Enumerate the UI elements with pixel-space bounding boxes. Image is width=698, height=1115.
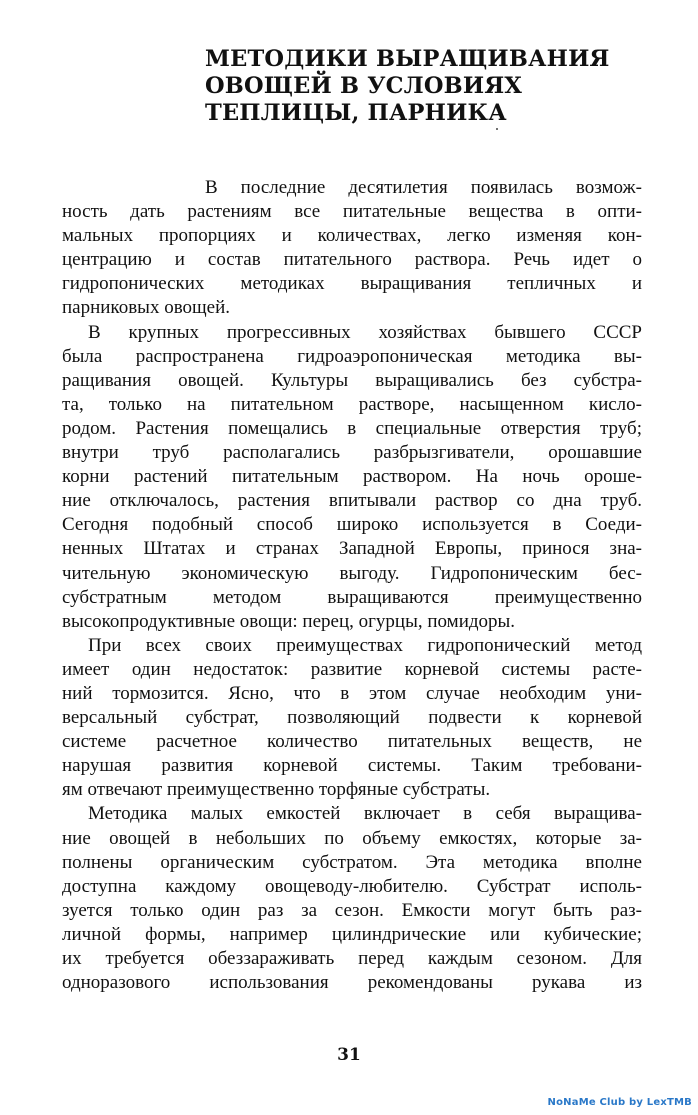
text-line: ращивания овощей. Культуры выращивались без субстра-	[62, 369, 642, 391]
body-text	[62, 176, 642, 995]
title-line: МЕТОДИКИ ВЫРАЩИВАНИЯ	[205, 46, 610, 72]
text-line: центрацию и состав питательного раствора. Речь идет о	[62, 249, 642, 271]
text-line: полнены органическим субстратом. Эта методика вполне	[62, 851, 642, 873]
text-line: гидропонических методиках выращивания тепличных и	[62, 273, 642, 295]
text-line: их требуется обеззараживать перед каждым сезоном. Для	[62, 948, 642, 969]
text-line: ненных Штатах и странах Западной Европы, принося зна-	[62, 538, 642, 560]
text-line: одноразового использования рекомендованы рукава из	[62, 972, 642, 994]
text-line: высокопродуктивные овощи: перец, огурцы, помидоры.	[62, 610, 516, 632]
watermark: NoNaMe Club by LexTMB	[547, 1097, 692, 1108]
chapter-title	[205, 46, 665, 127]
text-line: версальный субстрат, позволяющий подвести к корневой	[62, 707, 642, 729]
text-line: личной формы, например цилиндрические или кубические;	[62, 923, 642, 945]
page-number: 31	[337, 1045, 361, 1065]
text-line: ние овощей в небольших по объему емкостях, которые за-	[62, 827, 642, 849]
text-line: родом. Растения помещались в специальные отверстия труб;	[62, 417, 642, 439]
text-line: корни растений питательным раствором. На ночь ороше-	[62, 466, 642, 488]
paragraph-4	[62, 802, 642, 995]
title-line: ТЕПЛИЦЫ, ПАРНИКА	[205, 100, 507, 126]
text-line: ние отключалось, растения впитывали раствор со дна труб.	[62, 490, 642, 512]
title-line: ОВОЩЕЙ В УСЛОВИЯХ	[205, 73, 523, 99]
text-line: В крупных прогрессивных хозяйствах бывшего СССР	[88, 321, 642, 343]
text-line: парниковых овощей.	[62, 297, 231, 319]
text-line: ность дать растениям все питательные вещества в опти-	[62, 201, 642, 223]
paragraph-2	[62, 321, 642, 634]
text-line: ям отвечают преимущественно торфяные субстраты.	[62, 779, 491, 801]
text-line: имеет один недостаток: развитие корневой системы расте-	[62, 658, 642, 680]
paragraph-1	[62, 176, 642, 321]
text-line: мальных пропорциях и количествах, легко изменяя кон-	[62, 225, 642, 247]
text-line: субстратным методом выращиваются преимущественно	[62, 586, 642, 608]
text-line: зуется только один раз за сезон. Емкости могут быть раз-	[62, 899, 642, 921]
text-line: внутри труб располагались разбрызгиватели, орошавшие	[62, 442, 642, 464]
text-line: была распространена гидроаэропоническая методика вы-	[62, 345, 642, 367]
text-line: доступна каждому овощеводу-любителю. Субстрат исполь-	[62, 875, 642, 897]
text-line: Методика малых емкостей включает в себя выращива-	[88, 803, 642, 825]
text-line: та, только на питательном растворе, насыщенном кисло-	[62, 393, 642, 415]
print-speck	[496, 128, 498, 130]
paragraph-3	[62, 634, 642, 803]
text-line: Сегодня подобный способ широко используется в Соеди-	[62, 514, 642, 536]
text-line: В последние десятилетия появилась возмож-	[205, 177, 642, 198]
text-line: нарушая развития корневой системы. Таким требовани-	[62, 755, 642, 777]
text-line: ний тормозится. Ясно, что в этом случае необходим уни-	[62, 682, 642, 704]
text-line: чительную экономическую выгоду. Гидропоническим бес-	[62, 562, 642, 584]
text-line: системе расчетное количество питательных веществ, не	[62, 731, 642, 753]
text-line: При всех своих преимуществах гидропонический метод	[88, 634, 642, 656]
